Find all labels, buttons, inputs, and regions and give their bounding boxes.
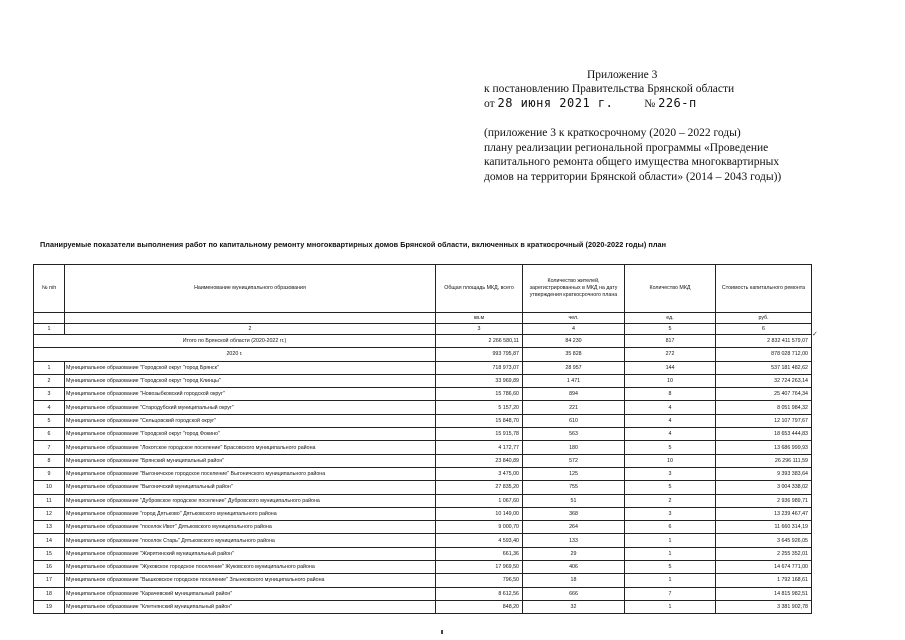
- row-residents: 572: [523, 454, 625, 467]
- row-residents: 666: [523, 587, 625, 600]
- row-area: 4 593,40: [436, 534, 523, 547]
- row-mkd-count: 2: [625, 494, 716, 507]
- row-mkd-count: 6: [625, 521, 716, 534]
- municipality-name: Муниципальное образование "Стародубский муниципальный округ": [65, 401, 436, 414]
- column-number: 2: [65, 324, 436, 335]
- unit-area: кв.м: [436, 313, 523, 324]
- municipality-name: Муниципальное образование "Дубровское городское поселение" Дубровского муниципального района: [65, 494, 436, 507]
- row-area: 15 848,70: [436, 414, 523, 427]
- paren-line: (приложение 3 к краткосрочному (2020 – 2022 годы): [484, 127, 741, 139]
- municipality-name: Муниципальное образование "Вышковское городское поселение" Злынковского муниципального района: [65, 574, 436, 587]
- row-area: 718 973,07: [436, 361, 523, 374]
- municipality-name: Муниципальное образование "город Дятьково" Дятьковского муниципального района: [65, 507, 436, 520]
- row-number: 3: [34, 388, 65, 401]
- row-cost: 3 645 926,05: [716, 534, 812, 547]
- row-mkd-count: 5: [625, 441, 716, 454]
- row-mkd-count: 144: [625, 361, 716, 374]
- table-row: [34, 374, 812, 387]
- row-cost: 1 792 168,61: [716, 574, 812, 587]
- row-residents: 264: [523, 521, 625, 534]
- row-residents: 133: [523, 534, 625, 547]
- row-area: 15 786,60: [436, 388, 523, 401]
- row-mkd-count: 1: [625, 574, 716, 587]
- row-number: 19: [34, 600, 65, 613]
- table-row: [34, 494, 812, 507]
- row-residents: 51: [523, 494, 625, 507]
- table-row: [34, 561, 812, 574]
- row-residents: 28 957: [523, 361, 625, 374]
- municipal-rows: [34, 361, 812, 614]
- column-number: 1: [34, 324, 65, 335]
- row-area: 33 969,89: [436, 374, 523, 387]
- row-cost: 11 660 314,19: [716, 521, 812, 534]
- column-number: 3: [436, 324, 523, 335]
- unit-num: [34, 313, 65, 324]
- municipality-name: Муниципальное образование "Локотское городское поселение" Брасовского муниципального района: [65, 441, 436, 454]
- row-number: 17: [34, 574, 65, 587]
- unit-mkd-count: ед.: [625, 313, 716, 324]
- row-residents: 29: [523, 547, 625, 560]
- table-row: [34, 481, 812, 494]
- municipality-name: Муниципальное образование "Клетнянский муниципальный район": [65, 600, 436, 613]
- row-cost: 25 407 764,34: [716, 388, 812, 401]
- row-mkd-count: 3: [625, 467, 716, 480]
- total-area: 2 266 580,11: [436, 335, 523, 348]
- row-residents: 125: [523, 467, 625, 480]
- paren-line: плану реализации региональной программы «Проведение: [484, 141, 769, 154]
- column-number: 6: [716, 324, 812, 335]
- municipality-name: Муниципальное образование "Городской округ "город Клинцы": [65, 374, 436, 387]
- municipality-name: Муниципальное образование "Новозыбковский городской округ": [65, 388, 436, 401]
- row-mkd-count: 1: [625, 600, 716, 613]
- row-residents: 610: [523, 414, 625, 427]
- header-row: [34, 265, 812, 313]
- row-mkd-count: 10: [625, 454, 716, 467]
- year-cost: 878 028 712,00: [716, 348, 812, 361]
- row-area: 23 840,89: [436, 454, 523, 467]
- row-cost: 26 296 111,59: [716, 454, 812, 467]
- municipality-name: Муниципальное образование "Жуковское городское поселение" Жуковского муниципального района: [65, 561, 436, 574]
- municipality-name: Муниципальное образование "поселок Старь" Дятьковского муниципального района: [65, 534, 436, 547]
- row-area: 1 067,60: [436, 494, 523, 507]
- column-numbers-row: [34, 324, 812, 335]
- scan-mark: [441, 630, 443, 634]
- row-number: 4: [34, 401, 65, 414]
- column-number: 5: [625, 324, 716, 335]
- row-mkd-count: 4: [625, 401, 716, 414]
- row-area: 27 835,20: [436, 481, 523, 494]
- appendix-header: [484, 68, 884, 184]
- table-row: [34, 521, 812, 534]
- row-number: 14: [34, 534, 65, 547]
- row-number: 16: [34, 561, 65, 574]
- municipality-name: Муниципальное образование "Карачевский муниципальный район": [65, 587, 436, 600]
- row-residents: 32: [523, 600, 625, 613]
- municipality-name: Муниципальное образование "Выгоничский муниципальный район": [65, 481, 436, 494]
- table-row: [34, 574, 812, 587]
- total-cost: 2 832 411 579,07: [716, 335, 812, 348]
- indicators-table: [33, 264, 812, 614]
- row-number: 10: [34, 481, 65, 494]
- row-cost: 2 255 352,01: [716, 547, 812, 560]
- total-mkd-count: 817: [625, 335, 716, 348]
- row-number: 11: [34, 494, 65, 507]
- column-number: 4: [523, 324, 625, 335]
- table-row: [34, 507, 812, 520]
- paren-line: капитального ремонта общего имущества многоквартирных: [484, 156, 780, 168]
- appendix-parenthetical: [484, 126, 884, 184]
- row-number: 9: [34, 467, 65, 480]
- table-row: [34, 534, 812, 547]
- year-mkd-count: 272: [625, 348, 716, 361]
- table-row: [34, 388, 812, 401]
- row-residents: 18: [523, 574, 625, 587]
- row-number: 1: [34, 361, 65, 374]
- row-residents: 221: [523, 401, 625, 414]
- row-area: 4 172,77: [436, 441, 523, 454]
- row-number: 13: [34, 521, 65, 534]
- appendix-line-2: к постановлению Правительства Брянской области: [484, 83, 735, 95]
- row-cost: 9 393 383,64: [716, 467, 812, 480]
- number-value: 226-п: [658, 96, 697, 110]
- table-row: [34, 428, 812, 441]
- table-row: [34, 467, 812, 480]
- header-residents: Количество жителей, зарегистрированных в МКД на дату утверждения краткосрочного плана: [523, 265, 625, 313]
- table-row: [34, 547, 812, 560]
- year-residents: 35 828: [523, 348, 625, 361]
- row-number: 7: [34, 441, 65, 454]
- row-area: 796,50: [436, 574, 523, 587]
- municipality-name: Муниципальное образование "Городской округ "город Брянск": [65, 361, 436, 374]
- year-label: 2020 г.: [34, 348, 436, 361]
- row-mkd-count: 7: [625, 587, 716, 600]
- row-area: 9 000,70: [436, 521, 523, 534]
- table-row: [34, 414, 812, 427]
- number-sign: №: [644, 98, 656, 110]
- row-cost: 32 724 263,14: [716, 374, 812, 387]
- table-row: [34, 401, 812, 414]
- row-residents: 368: [523, 507, 625, 520]
- row-mkd-count: 4: [625, 428, 716, 441]
- header-name: Наименование муниципального образования: [65, 265, 436, 313]
- row-mkd-count: 1: [625, 534, 716, 547]
- header-num: № п/п: [34, 265, 65, 313]
- row-cost: 12 107 797,67: [716, 414, 812, 427]
- row-number: 5: [34, 414, 65, 427]
- date-value: 28 июня 2021 г.: [497, 96, 614, 110]
- municipality-name: Муниципальное образование "Городской округ "город Фокино": [65, 428, 436, 441]
- row-residents: 1 471: [523, 374, 625, 387]
- row-mkd-count: 5: [625, 561, 716, 574]
- paren-line: домов на территории Брянской области» (2014 – 2043 годы)): [484, 170, 782, 183]
- date-prefix: от: [484, 98, 495, 110]
- row-cost: 14 815 982,51: [716, 587, 812, 600]
- row-area: 3 475,00: [436, 467, 523, 480]
- row-cost: 8 051 984,32: [716, 401, 812, 414]
- header-mkd-count: Количество МКД: [625, 265, 716, 313]
- row-area: 15 915,78: [436, 428, 523, 441]
- row-area: 5 157,20: [436, 401, 523, 414]
- appendix-line-1: Приложение 3: [587, 69, 658, 81]
- row-area: 848,20: [436, 600, 523, 613]
- municipality-name: Муниципальное образование "Жирятинский муниципальный район": [65, 547, 436, 560]
- row-mkd-count: 1: [625, 547, 716, 560]
- table-row: [34, 454, 812, 467]
- total-row: [34, 335, 812, 348]
- year-area: 993 795,87: [436, 348, 523, 361]
- total-label: Итого по Брянской области (2020-2022 гг.): [34, 335, 436, 348]
- total-residents: 84 230: [523, 335, 625, 348]
- row-area: 17 969,50: [436, 561, 523, 574]
- municipality-name: Муниципальное образование "Брянский муниципальный район": [65, 454, 436, 467]
- row-cost: 14 674 771,00: [716, 561, 812, 574]
- row-number: 8: [34, 454, 65, 467]
- header-area: Общая площадь МКД, всего: [436, 265, 523, 313]
- municipality-name: Муниципальное образование "Выгоничское городское поселение" Выгоничского муниципального района: [65, 467, 436, 480]
- table-row: [34, 441, 812, 454]
- row-mkd-count: 3: [625, 507, 716, 520]
- table-row: [34, 361, 812, 374]
- year-row: [34, 348, 812, 361]
- document-title: Планируемые показатели выполнения работ по капитальному ремонту многоквартирных домов Брянской области, включенных в краткосрочный (2020-2022 годы) план: [40, 240, 667, 249]
- unit-residents: чел.: [523, 313, 625, 324]
- units-row: [34, 313, 812, 324]
- row-mkd-count: 8: [625, 388, 716, 401]
- row-cost: 537 181 482,62: [716, 361, 812, 374]
- row-residents: 180: [523, 441, 625, 454]
- municipality-name: Муниципальное образование "поселок Ивот" Дятьковского муниципального района: [65, 521, 436, 534]
- row-area: 8 612,56: [436, 587, 523, 600]
- row-mkd-count: 4: [625, 414, 716, 427]
- row-mkd-count: 10: [625, 374, 716, 387]
- unit-cost: руб.: [716, 313, 812, 324]
- row-cost: 2 936 989,71: [716, 494, 812, 507]
- row-residents: 406: [523, 561, 625, 574]
- header-cost: Стоимость капитального ремонта: [716, 265, 812, 313]
- appendix-date-line: [484, 96, 884, 111]
- unit-name: [65, 313, 436, 324]
- row-cost: 13 686 999,93: [716, 441, 812, 454]
- row-cost: 13 239 467,47: [716, 507, 812, 520]
- row-number: 6: [34, 428, 65, 441]
- row-cost: 3 004 338,02: [716, 481, 812, 494]
- row-number: 15: [34, 547, 65, 560]
- table-row: [34, 587, 812, 600]
- municipality-name: Муниципальное образование "Сельцовский городской округ": [65, 414, 436, 427]
- table-row: [34, 600, 812, 613]
- row-number: 18: [34, 587, 65, 600]
- row-number: 2: [34, 374, 65, 387]
- row-residents: 894: [523, 388, 625, 401]
- pen-tick-mark: ✓: [812, 331, 818, 338]
- row-residents: 563: [523, 428, 625, 441]
- row-area: 10 149,00: [436, 507, 523, 520]
- row-cost: 18 653 444,83: [716, 428, 812, 441]
- row-mkd-count: 5: [625, 481, 716, 494]
- row-cost: 3 381 902,78: [716, 600, 812, 613]
- row-number: 12: [34, 507, 65, 520]
- row-area: 661,36: [436, 547, 523, 560]
- row-residents: 755: [523, 481, 625, 494]
